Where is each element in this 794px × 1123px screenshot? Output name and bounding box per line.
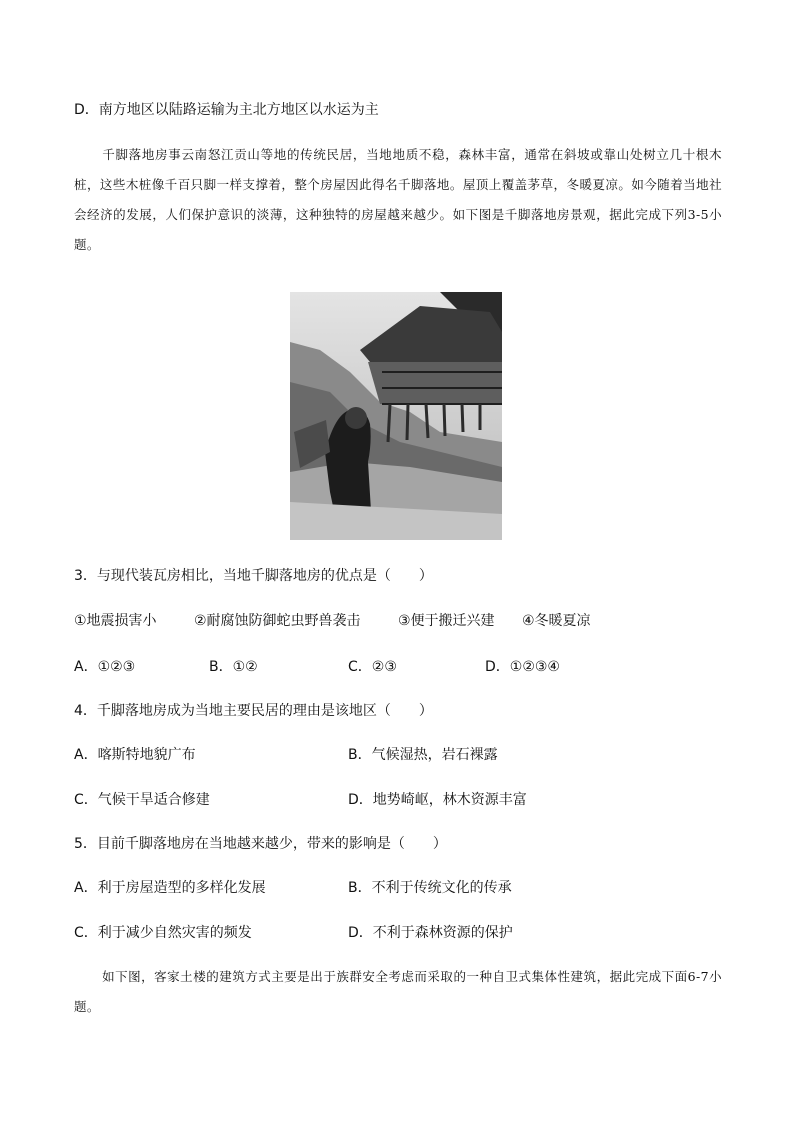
q4-option-a[interactable]: A．喀斯特地貌广布 <box>74 747 196 763</box>
q5-option-d[interactable]: D．不利于森林资源的保护 <box>348 925 513 941</box>
question-5-stem: 5．目前千脚落地房在当地越来越少，带来的影响是（ ） <box>74 836 447 852</box>
qianjiao-house-photo <box>290 292 502 540</box>
q5-option-a[interactable]: A．利于房屋造型的多样化发展 <box>74 880 266 896</box>
q3-option-d[interactable]: D．①②③④ <box>485 659 560 675</box>
q4-option-b[interactable]: B．气候湿热，岩石裸露 <box>348 747 498 763</box>
passage-text: 如下图，客家土楼的建筑方式主要是出于族群安全考虑而采取的一种自卫式集体性建筑，据此完成下面6-7小题。 <box>74 969 722 1014</box>
q3-statement-1: ①地震损害小 <box>74 613 157 629</box>
q3-statement-3: ③便于搬迁兴建 <box>398 613 495 629</box>
q3-option-c[interactable]: C．②③ <box>348 659 397 675</box>
previous-option-d: D．南方地区以陆路运输为主北方地区以水运为主 <box>74 102 379 118</box>
q3-option-a[interactable]: A．①②③ <box>74 659 136 675</box>
q3-option-b[interactable]: B．①② <box>209 659 258 675</box>
passage-hakka-tulou <box>74 962 722 1022</box>
question-4-stem: 4．千脚落地房成为当地主要民居的理由是该地区（ ） <box>74 703 433 719</box>
q3-statement-4: ④冬暖夏凉 <box>522 613 591 629</box>
q5-option-c[interactable]: C．利于减少自然灾害的频发 <box>74 925 252 941</box>
q4-option-c[interactable]: C．气候干旱适合修建 <box>74 792 210 808</box>
q3-statement-2: ②耐腐蚀防御蛇虫野兽袭击 <box>194 613 361 629</box>
q5-option-b[interactable]: B．不利于传统文化的传承 <box>348 880 512 896</box>
q4-option-d[interactable]: D．地势崎岖，林木资源丰富 <box>348 792 527 808</box>
question-3-stem: 3．与现代装瓦房相比，当地千脚落地房的优点是（ ） <box>74 568 433 584</box>
passage-text: 千脚落地房事云南怒江贡山等地的传统民居，当地地质不稳，森林丰富，通常在斜坡或靠山处树立几十根木桩，这些木桩像千百只脚一样支撑着，整个房屋因此得名千脚落地。屋顶上覆盖茅草，冬暖夏凉。如今随着当地社会经济的发展，人们保护意识的淡薄，这种独特的房屋越来越少。如下图是千脚落地房景观，据此完成下列3-5小题。 <box>74 147 722 252</box>
passage-qianjiao-house <box>74 140 722 260</box>
